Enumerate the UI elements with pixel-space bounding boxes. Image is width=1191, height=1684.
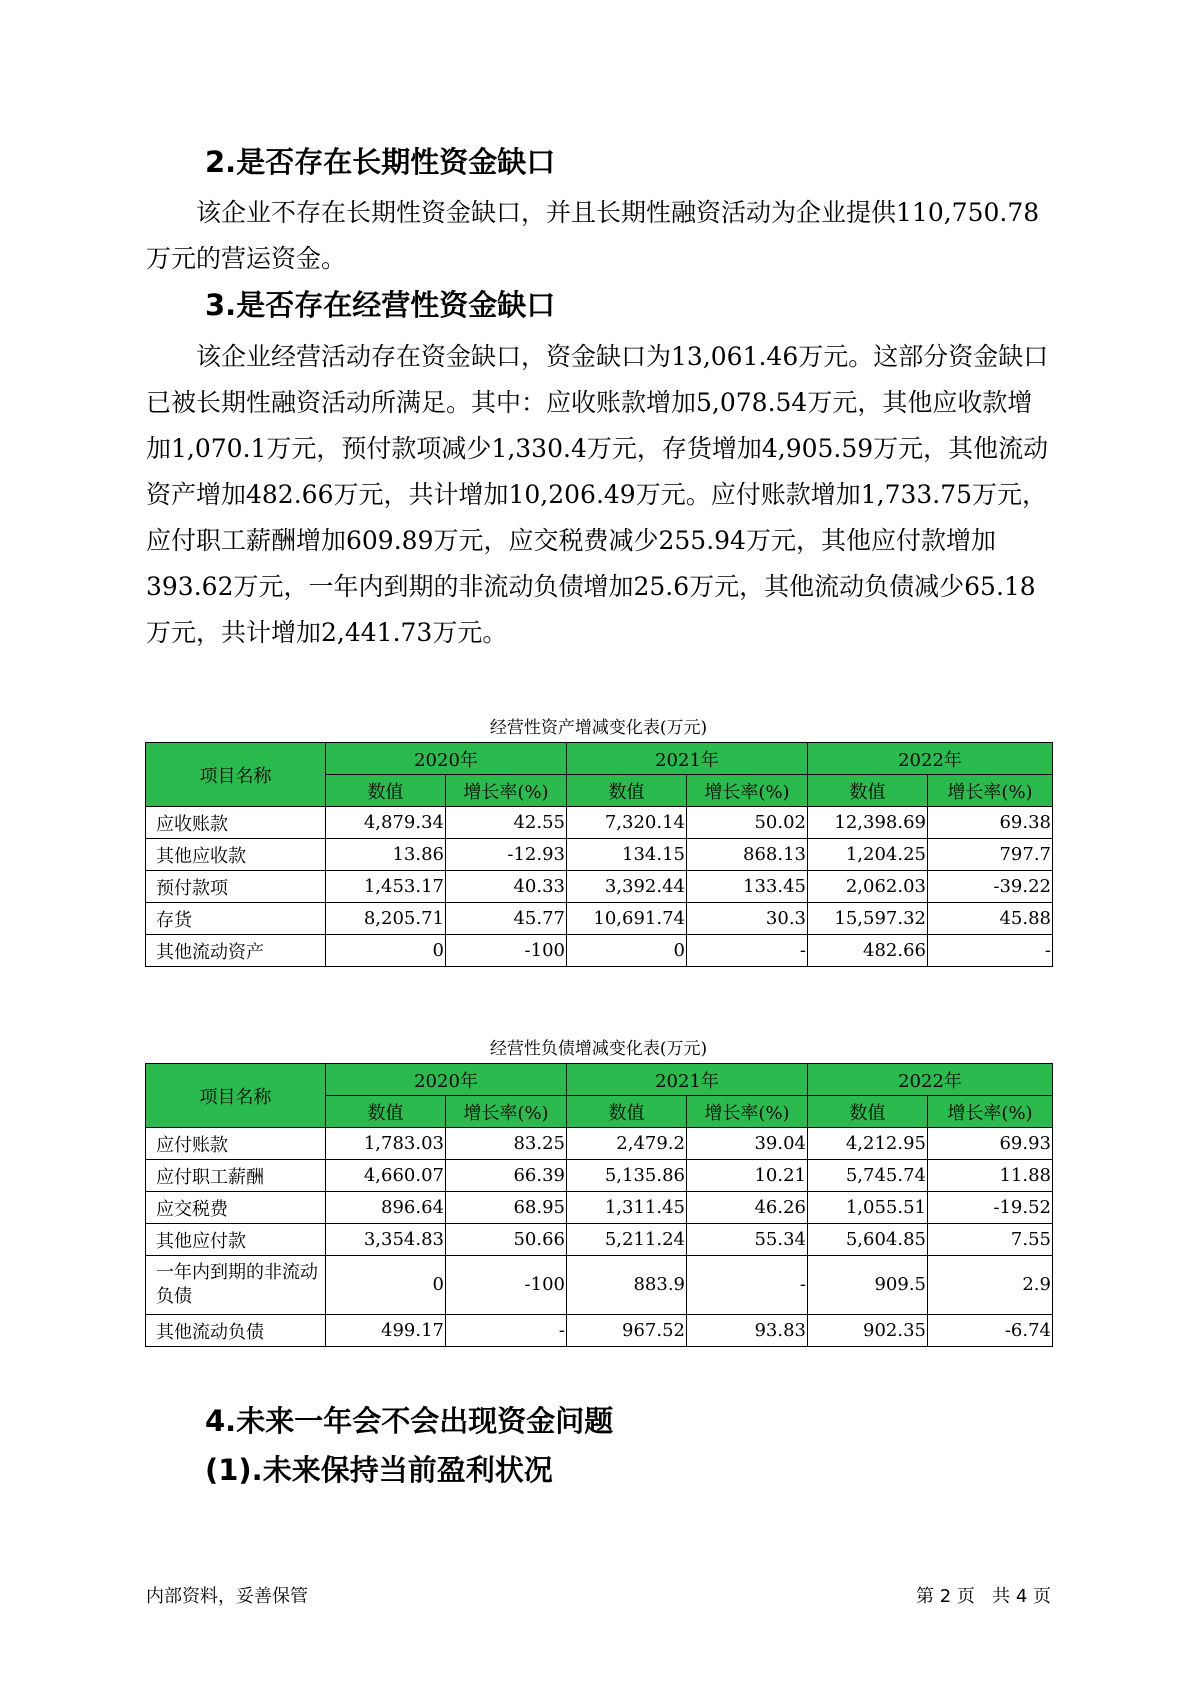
value-cell: 967.52 [567,1315,687,1347]
liabilities-table [145,1063,1053,1347]
value-cell: 7,320.14 [567,807,687,839]
header-growth: 增长率(%) [928,1096,1053,1128]
header-year: 2022年 [808,743,1053,775]
value-cell: 0 [326,1256,446,1315]
value-cell: 12,398.69 [808,807,928,839]
growth-rate-cell: 69.93 [928,1128,1053,1160]
table-row [146,1192,1053,1224]
assets-table [145,742,1053,967]
value-cell: 15,597.32 [808,903,928,935]
header-growth: 增长率(%) [446,775,567,807]
header-value: 数值 [808,775,928,807]
liabilities-table-body [146,1128,1053,1347]
header-year: 2021年 [567,1064,808,1096]
growth-rate-cell: 45.77 [446,903,567,935]
header-year: 2022年 [808,1064,1053,1096]
section-3-paragraph [146,334,1051,656]
header-item-name: 项目名称 [146,743,326,807]
table-row [146,839,1053,871]
growth-rate-cell: 133.45 [687,871,808,903]
section-2-text: 该企业不存在长期性资金缺口，并且长期性融资活动为企业提供110,750.78万元的营运资金。 [146,198,1040,273]
value-cell: 1,311.45 [567,1192,687,1224]
value-cell: 1,453.17 [326,871,446,903]
value-cell: 0 [567,935,687,967]
value-cell: 134.15 [567,839,687,871]
growth-rate-cell: - [687,1256,808,1315]
growth-rate-cell: 45.88 [928,903,1053,935]
growth-rate-cell: 868.13 [687,839,808,871]
row-item-name: 其他流动资产 [146,935,326,967]
growth-rate-cell: -100 [446,935,567,967]
growth-rate-cell: 11.88 [928,1160,1053,1192]
footer-confidential-note: 内部资料，妥善保管 [146,1586,308,1607]
value-cell: 499.17 [326,1315,446,1347]
growth-rate-cell: - [687,935,808,967]
table-row [146,1224,1053,1256]
growth-rate-cell: 50.66 [446,1224,567,1256]
value-cell: 10,691.74 [567,903,687,935]
value-cell: 5,745.74 [808,1160,928,1192]
growth-rate-cell: -100 [446,1256,567,1315]
growth-rate-cell: 68.95 [446,1192,567,1224]
value-cell: 0 [326,935,446,967]
table-header-row [146,1064,1053,1096]
footer-page-number: 第 2 页 共 4 页 [916,1586,1051,1607]
growth-rate-cell: - [446,1315,567,1347]
header-value: 数值 [326,1096,446,1128]
value-cell: 902.35 [808,1315,928,1347]
header-year: 2020年 [326,743,567,775]
growth-rate-cell: 50.02 [687,807,808,839]
row-item-name: 其他应付款 [146,1224,326,1256]
growth-rate-cell: -19.52 [928,1192,1053,1224]
value-cell: 883.9 [567,1256,687,1315]
value-cell: 896.64 [326,1192,446,1224]
table-row [146,935,1053,967]
header-growth: 增长率(%) [928,775,1053,807]
table-row [146,871,1053,903]
row-item-name: 应收账款 [146,807,326,839]
table-row [146,1160,1053,1192]
header-value: 数值 [326,775,446,807]
value-cell: 5,604.85 [808,1224,928,1256]
growth-rate-cell: 69.38 [928,807,1053,839]
value-cell: 909.5 [808,1256,928,1315]
value-cell: 5,211.24 [567,1224,687,1256]
row-item-name: 预付款项 [146,871,326,903]
table-row [146,1128,1053,1160]
header-year: 2021年 [567,743,808,775]
header-growth: 增长率(%) [446,1096,567,1128]
value-cell: 1,783.03 [326,1128,446,1160]
header-value: 数值 [808,1096,928,1128]
growth-rate-cell: 797.7 [928,839,1053,871]
growth-rate-cell: 55.34 [687,1224,808,1256]
value-cell: 8,205.71 [326,903,446,935]
table-row [146,1256,1053,1315]
assets-table-title: 经营性资产增减变化表(万元) [489,718,708,738]
liabilities-table-title: 经营性负债增减变化表(万元) [489,1039,708,1059]
assets-table-body [146,807,1053,967]
growth-rate-cell: 66.39 [446,1160,567,1192]
value-cell: 1,204.25 [808,839,928,871]
section-3-text: 该企业经营活动存在资金缺口，资金缺口为13,061.46万元。这部分资金缺口已被长期性融资活动所满足。其中：应收账款增加5,078.54万元，其他应收款增加1,070.1万元，预付款项减少1,330.4万元，存货增加4,905.59万元，其他流动资产增加482.66万元，共计增加10,206.49万元。应付账款增加1,733.75万元，应付职工薪酬增加609.89万元，应交税费减少255.94万元，其他应付款增加393.62万元，一年内到期的非流动负债增加25.6万元，其他流动负债减少65.18万元，共计增加2,441.73万元。 [146,342,1049,647]
growth-rate-cell: 46.26 [687,1192,808,1224]
growth-rate-cell: 83.25 [446,1128,567,1160]
growth-rate-cell: 42.55 [446,807,567,839]
growth-rate-cell: 39.04 [687,1128,808,1160]
growth-rate-cell: -39.22 [928,871,1053,903]
growth-rate-cell: 40.33 [446,871,567,903]
value-cell: 5,135.86 [567,1160,687,1192]
section-4-heading: 4.未来一年会不会出现资金问题 [205,1404,614,1438]
value-cell: 13.86 [326,839,446,871]
header-item-name: 项目名称 [146,1064,326,1128]
value-cell: 482.66 [808,935,928,967]
value-cell: 2,062.03 [808,871,928,903]
table-row [146,1315,1053,1347]
row-item-name: 应付账款 [146,1128,326,1160]
header-value: 数值 [567,775,687,807]
row-item-name: 其他流动负债 [146,1315,326,1347]
section-2-paragraph [146,190,1051,282]
growth-rate-cell: -6.74 [928,1315,1053,1347]
row-item-name: 存货 [146,903,326,935]
header-year: 2020年 [326,1064,567,1096]
row-item-name: 应交税费 [146,1192,326,1224]
row-item-name: 应付职工薪酬 [146,1160,326,1192]
growth-rate-cell: -12.93 [446,839,567,871]
section-2-heading: 2.是否存在长期性资金缺口 [205,145,556,179]
header-value: 数值 [567,1096,687,1128]
value-cell: 3,392.44 [567,871,687,903]
row-item-name: 一年内到期的非流动负债 [146,1256,326,1315]
value-cell: 2,479.2 [567,1128,687,1160]
growth-rate-cell: 7.55 [928,1224,1053,1256]
header-growth: 增长率(%) [687,775,808,807]
value-cell: 4,660.07 [326,1160,446,1192]
header-growth: 增长率(%) [687,1096,808,1128]
section-3-heading: 3.是否存在经营性资金缺口 [205,288,556,322]
growth-rate-cell: 93.83 [687,1315,808,1347]
table-row [146,807,1053,839]
table-row [146,903,1053,935]
growth-rate-cell: - [928,935,1053,967]
table-header-row [146,743,1053,775]
value-cell: 3,354.83 [326,1224,446,1256]
value-cell: 4,879.34 [326,807,446,839]
value-cell: 1,055.51 [808,1192,928,1224]
growth-rate-cell: 2.9 [928,1256,1053,1315]
value-cell: 4,212.95 [808,1128,928,1160]
section-4-subheading: (1).未来保持当前盈利状况 [205,1453,553,1487]
growth-rate-cell: 30.3 [687,903,808,935]
growth-rate-cell: 10.21 [687,1160,808,1192]
row-item-name: 其他应收款 [146,839,326,871]
